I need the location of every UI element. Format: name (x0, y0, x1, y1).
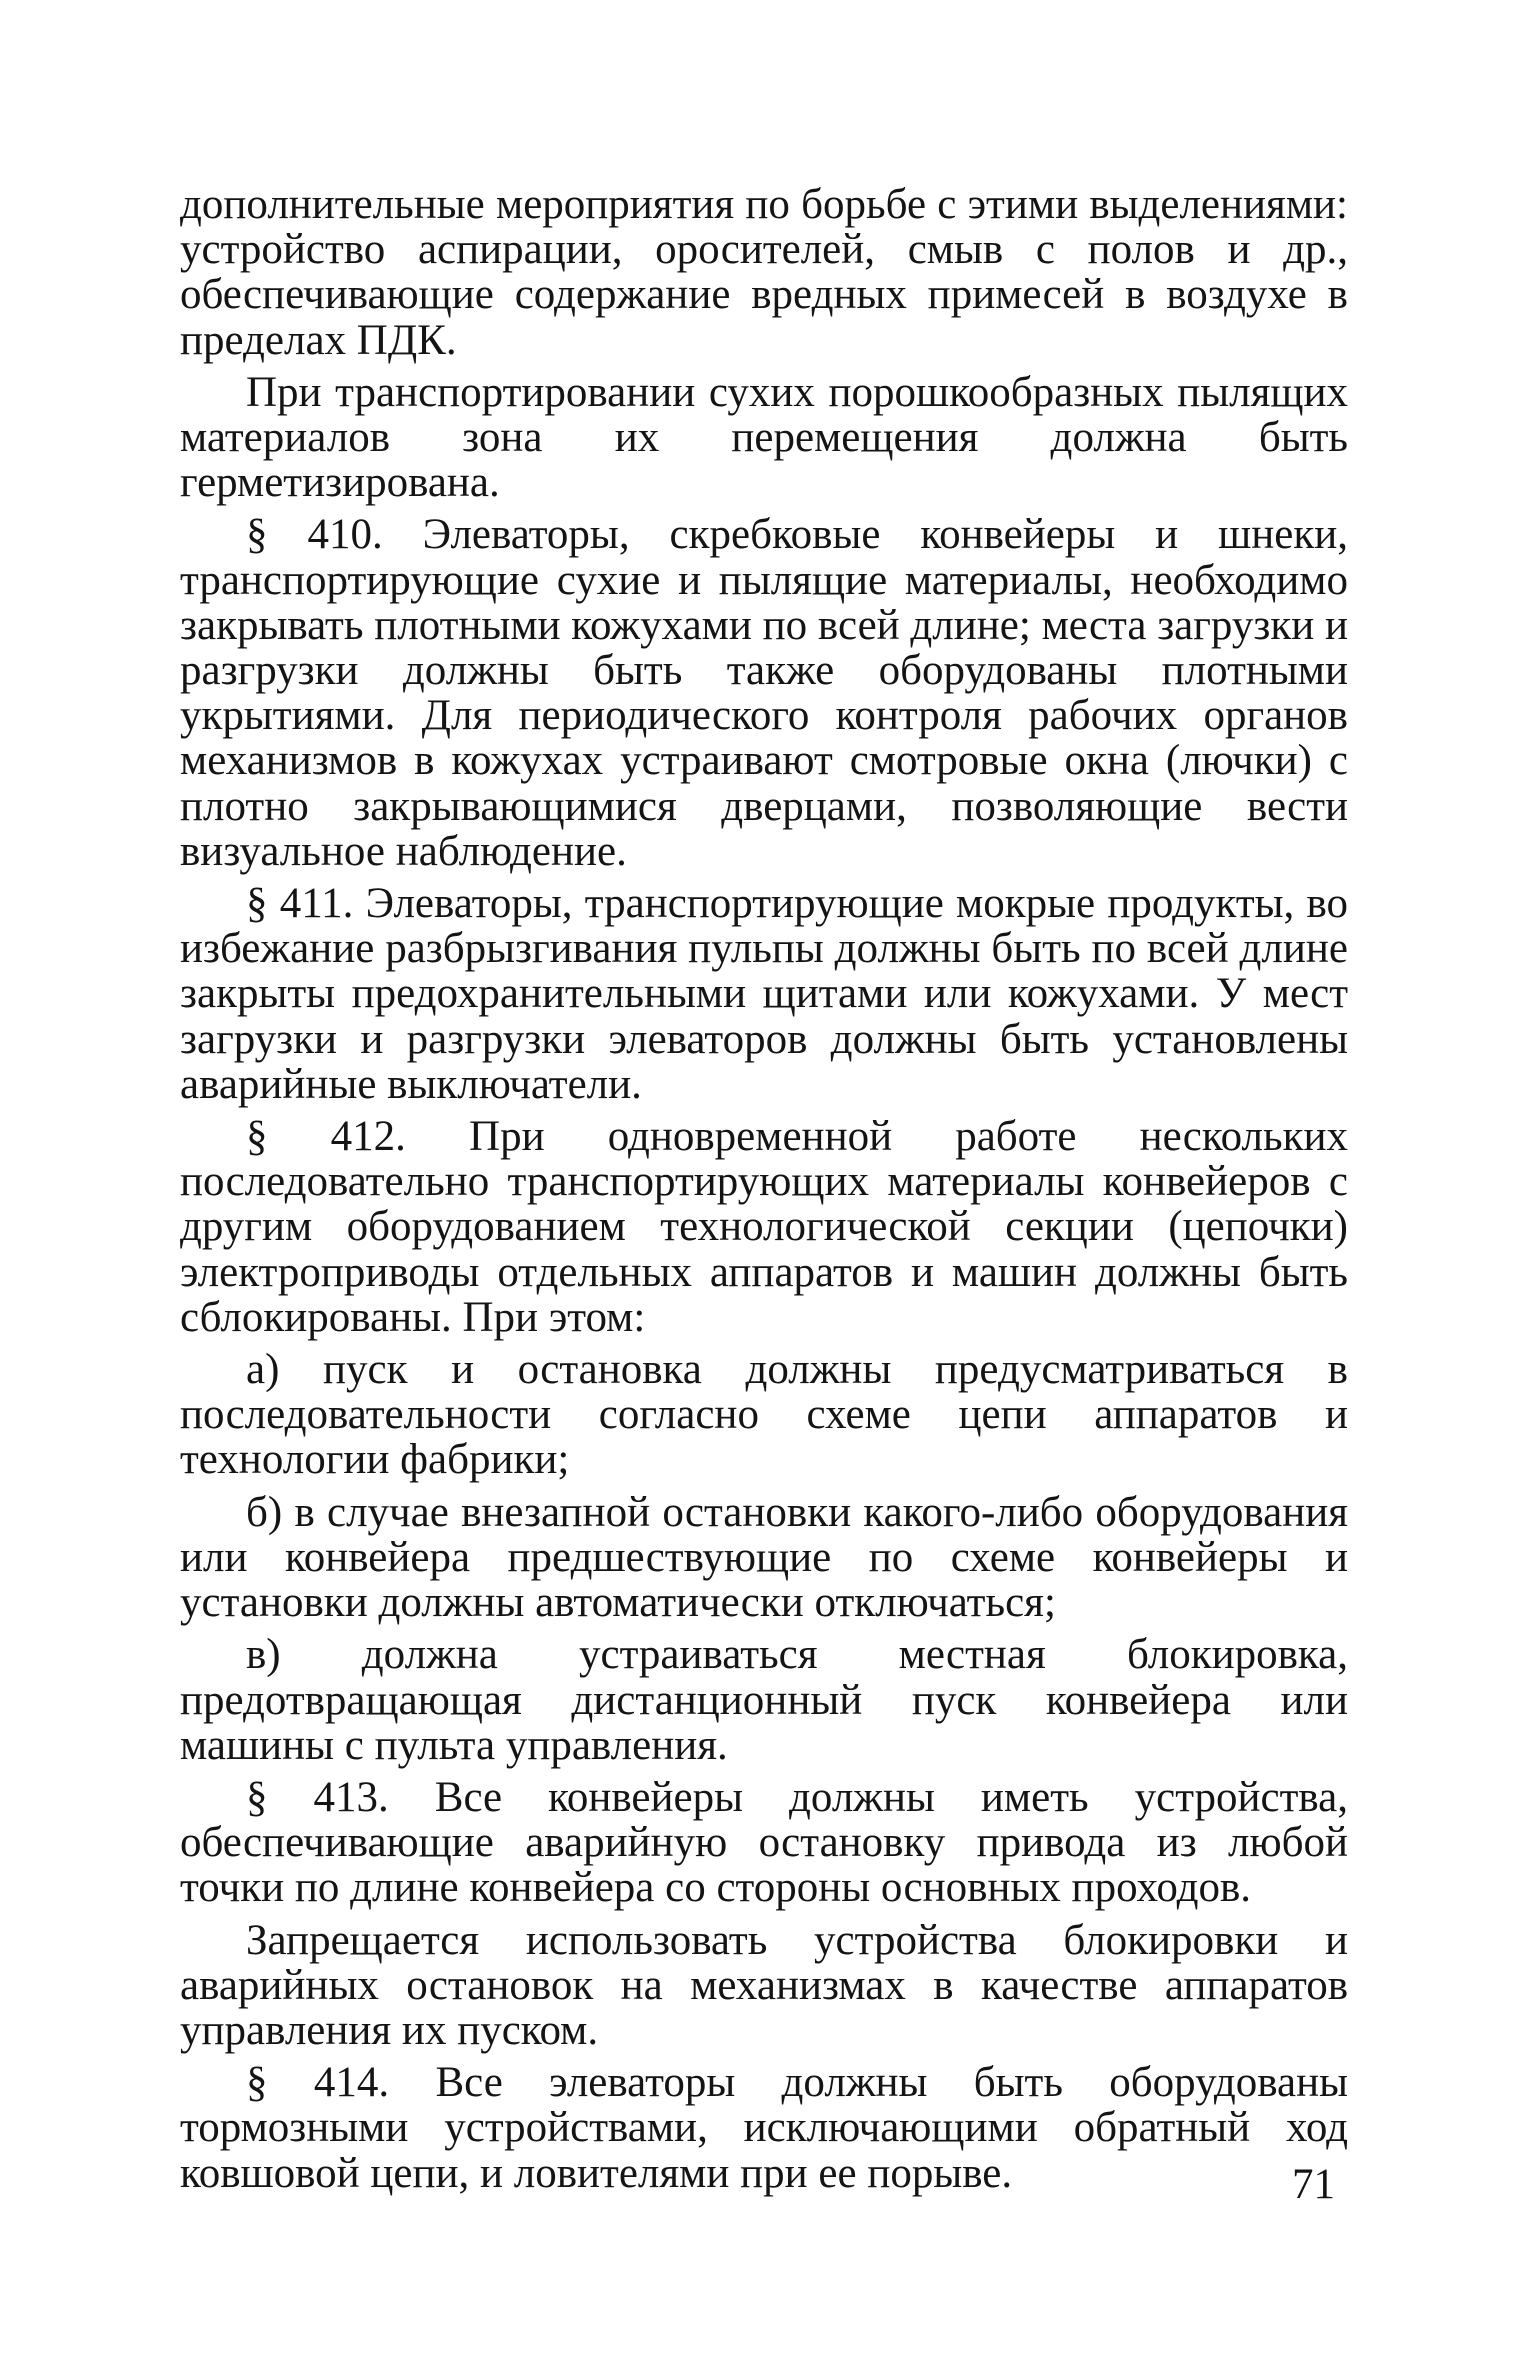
list-item-v: в) должна устраиваться местная блокировка, предотвращающая дистанционный пуск конвейера или машины с пульта управления. (180, 1631, 1348, 1769)
list-item-b: б) в случае внезапной остановки какого-либо оборудования или конвейера предшествующие по схеме конвейеры и установки должны автоматически отключаться; (180, 1488, 1348, 1627)
paragraph-powder-transport: При транспортировании сухих порошкообразных пылящих материалов зона их перемещения должна быть герметизирована. (180, 368, 1348, 507)
paragraph-section-410: § 410. Элеваторы, скребковые конвейеры и шнеки, транспортирующие сухие и пылящие материалы, необходимо закрывать плотными кожухами по всей длине; места загрузки и разгрузки должны быть также оборудованы плотными укрытиями. Для периодического контроля рабочих органов механизмов в кожухах устраивают смотровые окна (лючки) с плотно закрывающимися дверцами, позволяющие вести визуальное наблюдение. (180, 511, 1348, 875)
body-text (180, 182, 1348, 2203)
paragraph-continuation: дополнительные мероприятия по борьбе с этими выделениями: устройство аспирации, оросителей, смыв с полов и др., обеспечивающие содержание вредных примесей в воздухе в пределах ПДК. (180, 181, 1348, 364)
paragraph-section-413: § 413. Все конвейеры должны иметь устройства, обеспечивающие аварийную остановку привода из любой точки по длине конвейера со стороны основных проходов. (180, 1773, 1348, 1912)
list-item-a: а) пуск и остановка должны предусматриваться в последовательности согласно схеме цепи аппаратов и технологии фабрики; (180, 1346, 1348, 1484)
paragraph-section-412: § 412. При одновременной работе нескольких последовательно транспортирующих материалы конвейеров с другим оборудованием технологической секции (цепочки) электроприводы отдельных аппаратов и машин должны быть сблокированы. При этом: (180, 1113, 1348, 1341)
page-number: 71 (1292, 2161, 1335, 2208)
paragraph-prohibition: Запрещается использовать устройства блокировки и аварийных остановок на механизмах в качестве аппаратов управления их пуском. (180, 1916, 1348, 2054)
paragraph-section-414: § 414. Все элеваторы должны быть оборудованы тормозными устройствами, исключающими обратный ход ковшовой цепи, и ловителями при ее порыве. (180, 2059, 1348, 2197)
paragraph-section-411: § 411. Элеваторы, транспортирующие мокрые продукты, во избежание разбрызгивания пульпы должны быть по всей длине закрыты предохранительными щитами или кожухами. У мест загрузки и разгрузки элеваторов должны быть установлены аварийные выключатели. (180, 880, 1348, 1108)
